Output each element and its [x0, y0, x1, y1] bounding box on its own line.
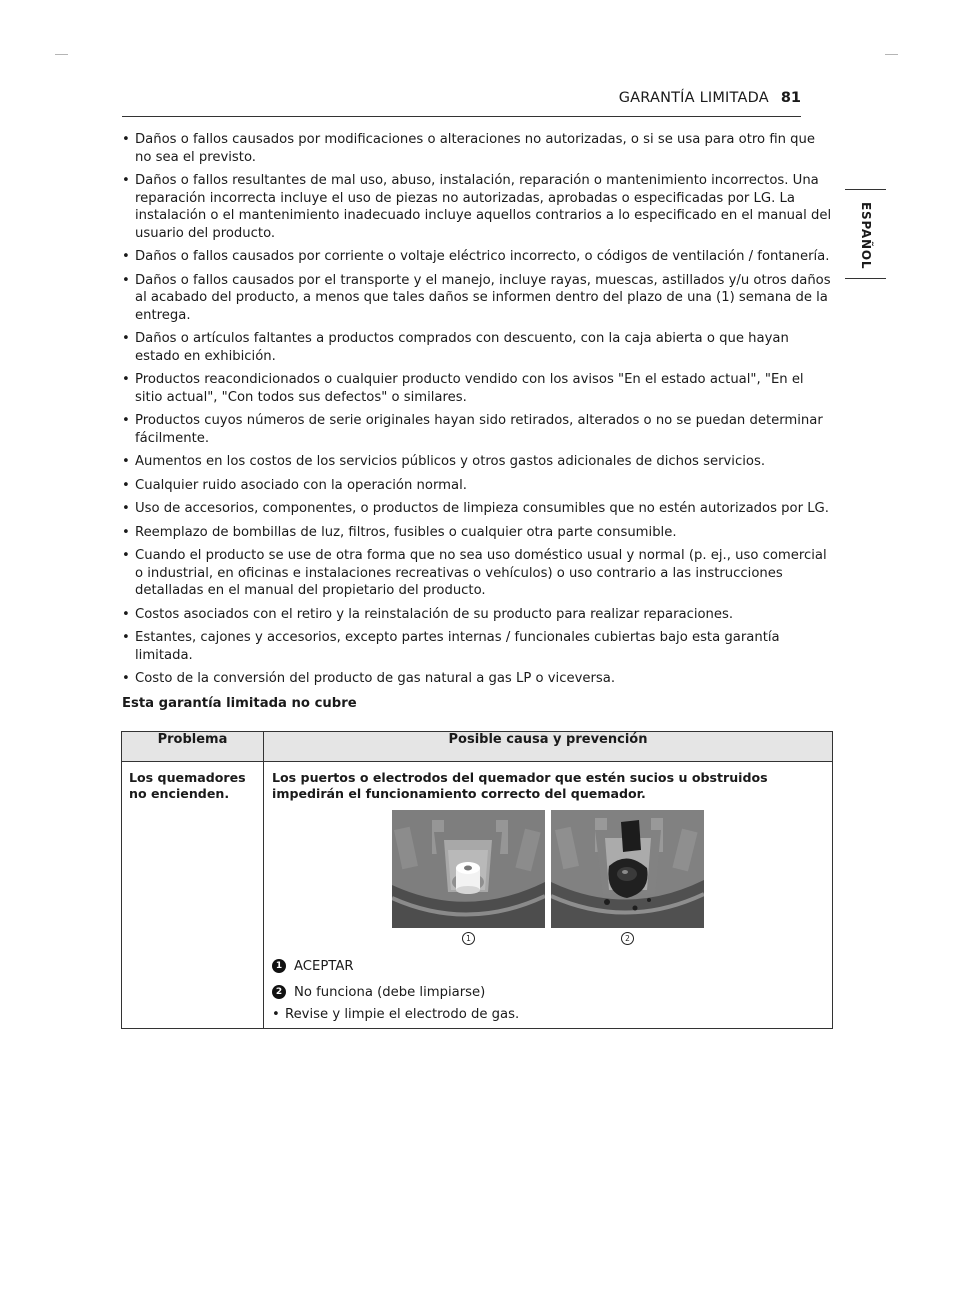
- language-tab: [845, 189, 886, 279]
- legend-item-2: [272, 983, 824, 1001]
- crop-mark-left: [55, 54, 68, 55]
- list-item: • Daños o fallos causados por el transporte y el manejo, incluye rayas, muescas, astillados y/u otros daños al acabado del producto, a menos que tales daños se informen dentro del plazo de una (1) semana de la entrega.: [122, 272, 834, 325]
- subheading: Esta garantía limitada no cubre: [122, 696, 357, 711]
- photo-row: [272, 810, 824, 945]
- list-item: • Costos asociados con el retiro y la reinstalación de su producto para realizar reparaciones.: [122, 606, 834, 624]
- legend-item-1: [272, 957, 824, 975]
- problem-cell: Los quemadores no encienden.: [122, 762, 264, 1029]
- dirty-electrode-photo: [551, 810, 704, 928]
- legend-text-2: No funciona (debe limpiarse): [294, 984, 486, 1000]
- page-number: 81: [780, 90, 801, 106]
- exclusions-list: [122, 131, 834, 694]
- list-item: • Daños o fallos causados por modificaciones o alteraciones no autorizadas, o si se usa para otro fin que no sea el previsto.: [122, 131, 834, 166]
- header-problem: Problema: [122, 732, 264, 762]
- page-header: [122, 88, 801, 117]
- list-item: • Daños o fallos causados por corriente o voltaje eléctrico incorrecto, o códigos de ventilación / fontanería.: [122, 248, 834, 266]
- tip-item: • Revise y limpie el electrodo de gas.: [272, 1007, 824, 1022]
- list-item: • Uso de accesorios, componentes, o productos de limpieza consumibles que no estén autorizados por LG.: [122, 500, 834, 518]
- legend-number-1: 1: [272, 959, 286, 973]
- cause-cell: [264, 762, 833, 1029]
- photo-block-1: [392, 810, 545, 945]
- list-item: • Reemplazo de bombillas de luz, filtros, fusibles o cualquier otra parte consumible.: [122, 524, 834, 542]
- table-row: [122, 762, 833, 1029]
- table-header-row: [122, 732, 833, 762]
- language-label: ESPAÑOL: [859, 202, 873, 270]
- photo-label-2: 2: [621, 932, 634, 945]
- list-item: • Cuando el producto se use de otra forma que no sea uso doméstico usual y normal (p. ej., uso comercial o industrial, en oficinas e instalaciones recreativas o vehículos) o uso contrario a las instrucciones detalladas en el manual del propietario del producto.: [122, 547, 834, 600]
- legend-text-1: ACEPTAR: [294, 958, 354, 974]
- list-item: • Productos reacondicionados o cualquier producto vendido con los avisos "En el estado actual", "En el sitio actual", "Con todos sus defectos" o similares.: [122, 371, 834, 406]
- photo-legend: [272, 957, 824, 1001]
- cause-text: Los puertos o electrodos del quemador que estén sucios u obstruidos impedirán el funcionamiento correcto del quemador.: [272, 770, 768, 801]
- section-title: GARANTÍA LIMITADA: [618, 90, 769, 106]
- list-item: • Costo de la conversión del producto de gas natural a gas LP o viceversa.: [122, 670, 834, 688]
- clean-electrode-photo: [392, 810, 545, 928]
- list-item: • Cualquier ruido asociado con la operación normal.: [122, 477, 834, 495]
- legend-number-2: 2: [272, 985, 286, 999]
- troubleshooting-table: [121, 731, 833, 1029]
- list-item: • Daños o artículos faltantes a productos comprados con descuento, con la caja abierta o que hayan estado en exhibición.: [122, 330, 834, 365]
- list-item: • Productos cuyos números de serie originales hayan sido retirados, alterados o no se puedan determinar fácilmente.: [122, 412, 834, 447]
- list-item: • Daños o fallos resultantes de mal uso, abuso, instalación, reparación o mantenimiento incorrectos. Una reparación incorrecta incluye el uso de piezas no autorizadas, aprobadas o especificadas por LG. La instalación o el mantenimiento inadecuado incluye aquellos contrarios a lo especificado en el manual del usuario del producto.: [122, 172, 834, 242]
- list-item: • Estantes, cajones y accesorios, excepto partes internas / funcionales cubiertas bajo esta garantía limitada.: [122, 629, 834, 664]
- crop-mark-right: [885, 54, 898, 55]
- photo-block-2: [551, 810, 704, 945]
- header-cause: Posible causa y prevención: [264, 732, 833, 762]
- photo-label-1: 1: [462, 932, 475, 945]
- list-item: • Aumentos en los costos de los servicios públicos y otros gastos adicionales de dichos servicios.: [122, 453, 834, 471]
